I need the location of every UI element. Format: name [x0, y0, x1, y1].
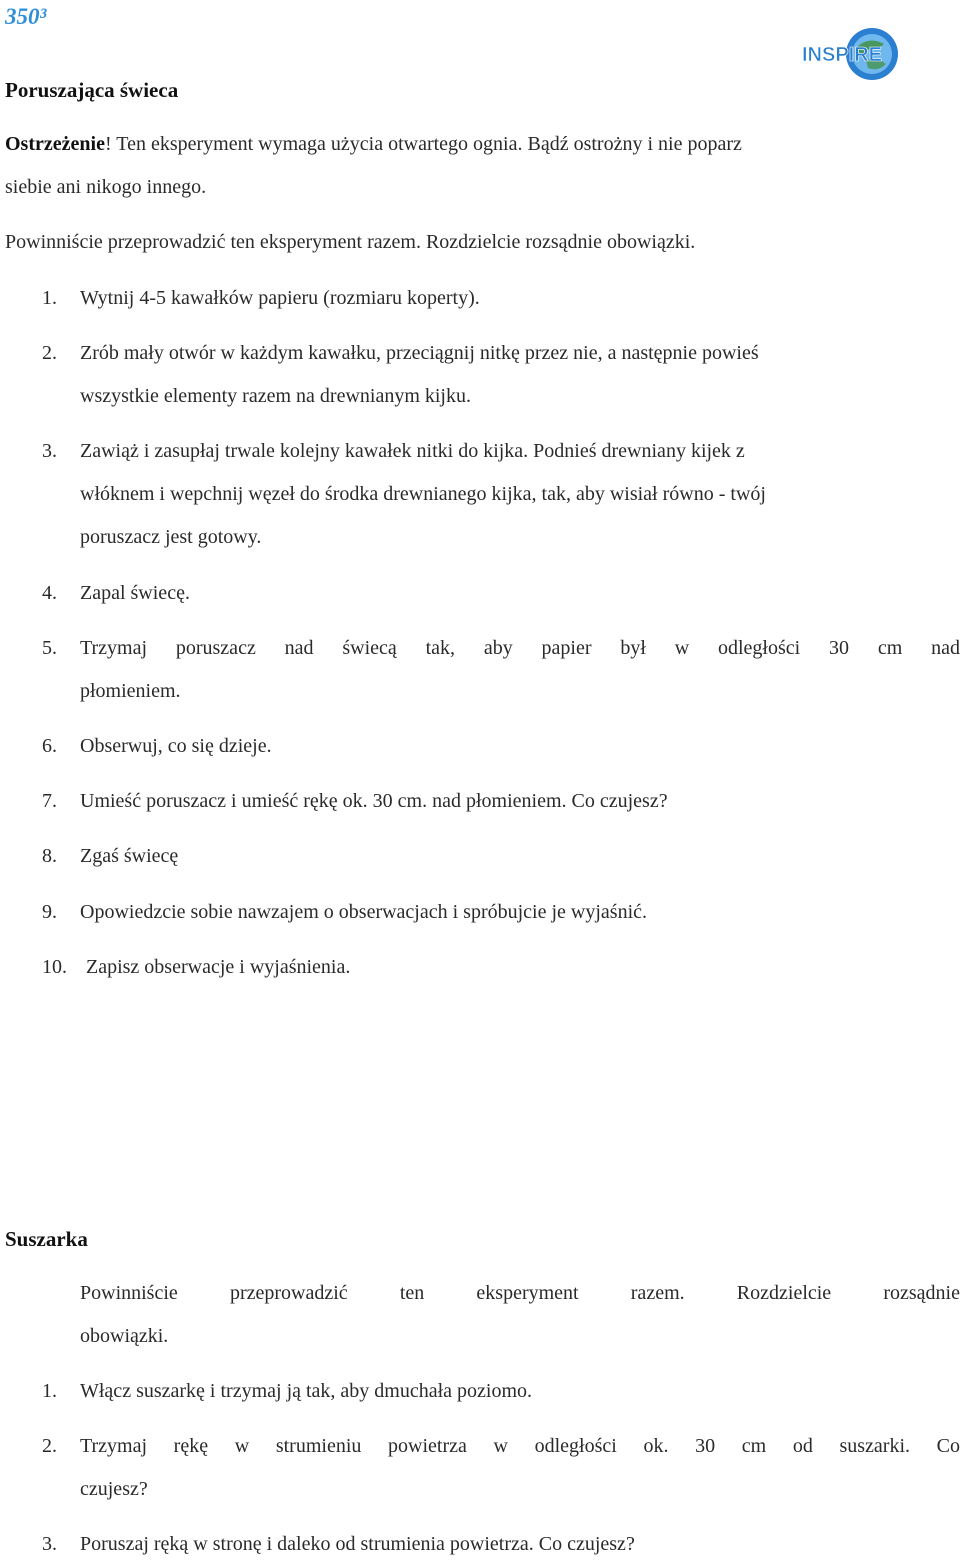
section-title-dryer: Suszarka	[5, 1227, 88, 1251]
warning-label: Ostrzeżenie	[5, 133, 105, 155]
svg-text:INSPIRE: INSPIRE	[802, 44, 883, 66]
warning-line-2: siebie ani nikogo innego.	[5, 176, 207, 198]
section-title-candle: Poruszająca świeca	[5, 78, 179, 102]
page-number: 350³	[5, 4, 47, 29]
inspire-logo	[800, 26, 900, 84]
section1-intro: Powinniście przeprowadzić ten eksperyment razem. Rozdzielcie rozsądnie obowiązki.	[5, 231, 696, 253]
warning-line-1: Ostrzeżenie! Ten eksperyment wymaga użycia otwartego ognia. Bądź ostrożny i nie poparz	[5, 133, 742, 155]
